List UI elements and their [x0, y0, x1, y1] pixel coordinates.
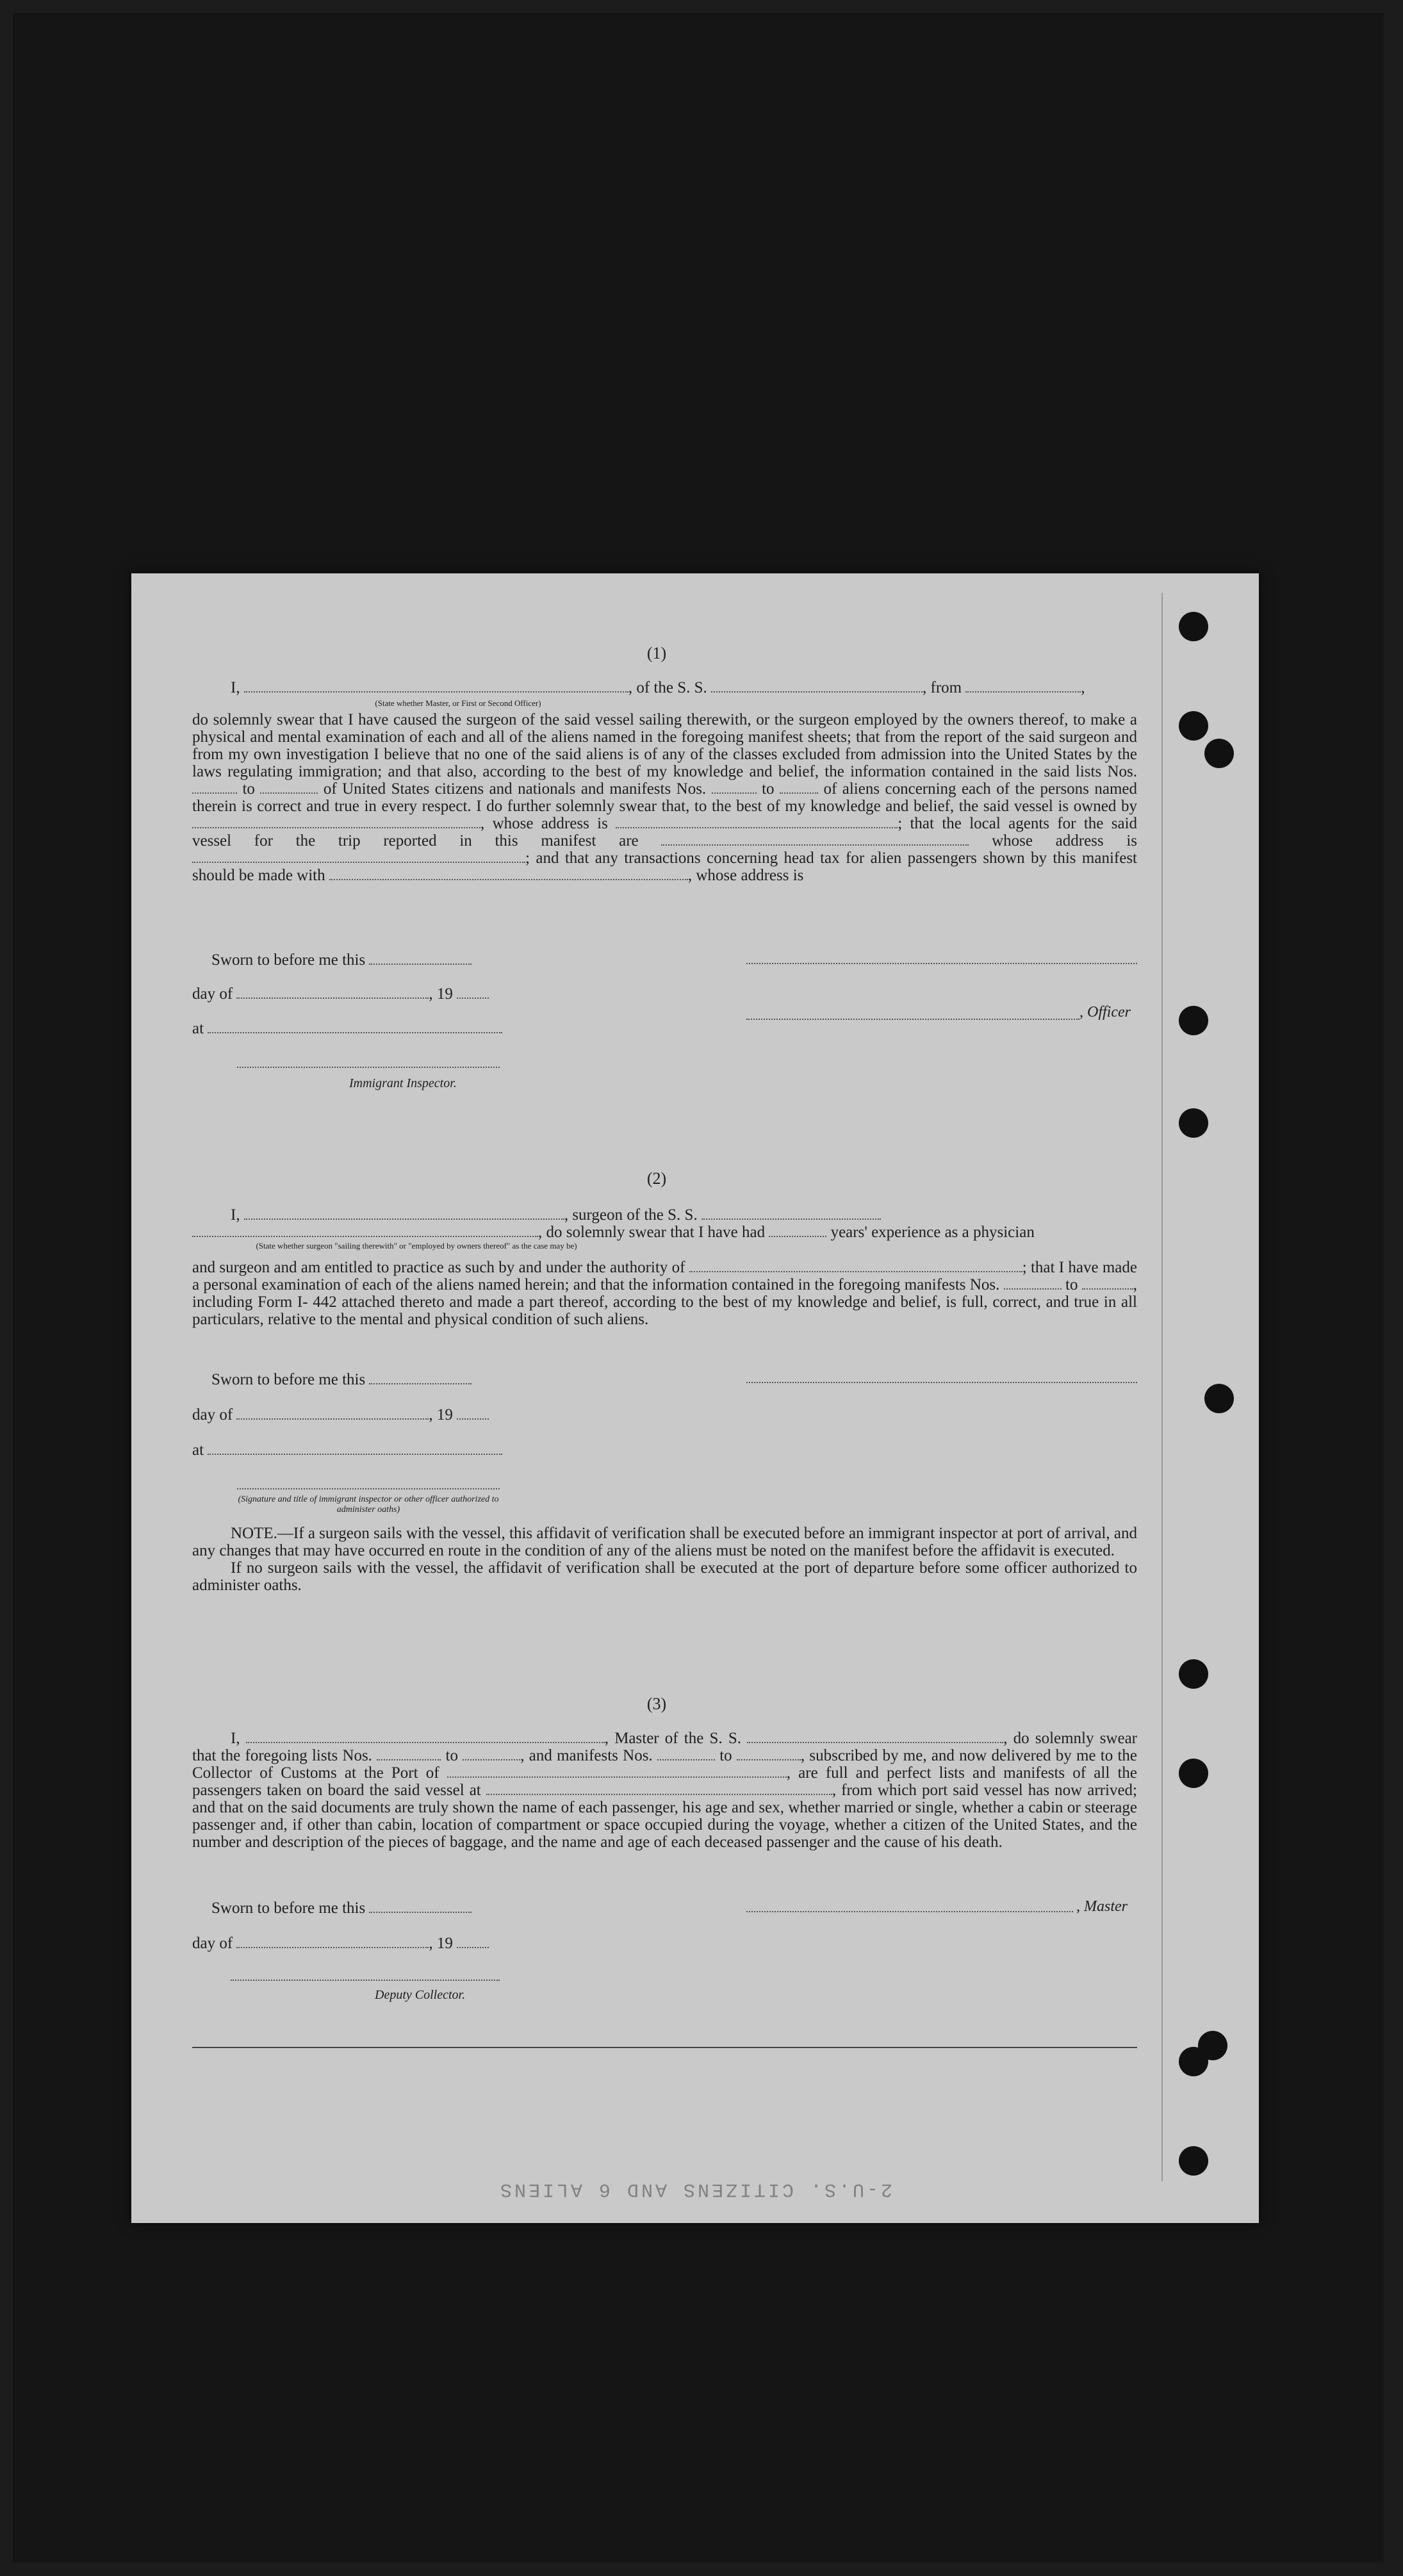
lists-from-field[interactable] [192, 781, 237, 794]
owner-address-field[interactable] [616, 816, 898, 828]
section-1-address-line[interactable] [746, 963, 1137, 964]
inspector-signature-line[interactable] [237, 1067, 500, 1068]
manifests-from-field[interactable] [712, 781, 757, 794]
master-signature-line[interactable] [746, 1911, 1073, 1912]
punch-hole [1179, 1006, 1208, 1035]
surgeon-signature-line[interactable] [746, 1382, 1137, 1383]
punch-hole [1179, 711, 1208, 741]
section-2-header-line: I, , surgeon of the S. S. [192, 1206, 1137, 1224]
lists-to-field[interactable] [260, 781, 318, 794]
surgeon-sworn-date-field[interactable] [369, 1372, 472, 1384]
mirrored-footer-text: 2-U.S. CITIZENS AND 6 ALIENS [497, 2178, 893, 2200]
punch-hole [1204, 739, 1234, 768]
surgeon-type-field[interactable] [192, 1224, 538, 1237]
bottom-rule [192, 2047, 1137, 2048]
punch-hole [1179, 1108, 1208, 1138]
master-lists-to-field[interactable] [463, 1748, 520, 1760]
authorized-officer-line[interactable] [237, 1488, 500, 1489]
section-2-at: at [192, 1441, 502, 1459]
section-3-number: (3) [646, 1694, 667, 1713]
collector-label: Deputy Collector. [375, 1988, 466, 2002]
year-field[interactable] [457, 986, 489, 999]
vessel-name-field[interactable] [711, 680, 923, 693]
punch-hole [1179, 1659, 1208, 1689]
section-1-sworn: Sworn to before me this [211, 951, 472, 969]
officer-caption: (State whether Master, or First or Second Officer) [375, 698, 541, 708]
surgeon-at-field[interactable] [208, 1442, 502, 1455]
officer-label: , Officer [1079, 1004, 1131, 1021]
local-agents-field[interactable] [661, 833, 969, 846]
section-1-number: (1) [646, 644, 667, 662]
master-name-field[interactable] [246, 1730, 605, 1743]
punch-hole [1204, 1384, 1234, 1413]
section-3-day: day of , 19 [192, 1935, 489, 1953]
port-field[interactable] [447, 1765, 787, 1778]
surgeon-day-field[interactable] [236, 1407, 429, 1420]
surgeon-vessel-field[interactable] [702, 1207, 881, 1220]
section-2-years-line: , do solemnly swear that I have had years' experience as a physician [192, 1224, 1137, 1241]
officer-signature-line[interactable] [746, 1019, 1079, 1020]
surgeon-manifest-from-field[interactable] [1004, 1277, 1062, 1290]
manifests-to-field[interactable] [780, 781, 818, 794]
master-sworn-date-field[interactable] [369, 1900, 472, 1913]
section-3-oath: I, , Master of the S. S. , do solemnly swear that the foregoing lists Nos. to , and manifests Nos. to , subscribed by me, and now delivered by me to the Collector of Customs at the Port of , are full and perfect lists and manifests of all the passengers taken on board the said vessel at , from which port said vessel has now arrived; and that on the said documents are truly shown the name of each passenger, his age and sex, whether married or single, whether a cabin or steerage passenger and, if other than cabin, location of compartment or space occupied during the voyage, whether a citizen of the United States, and the number and description of the pieces of baggage, and the name and age of each deceased passenger and the cause of his death. [192, 1730, 1138, 1851]
surgeon-name-field[interactable] [244, 1207, 564, 1220]
surgeon-year-field[interactable] [457, 1407, 489, 1420]
master-day-field[interactable] [236, 1935, 429, 1948]
master-year-field[interactable] [457, 1935, 489, 1948]
sworn-date-field[interactable] [369, 952, 472, 965]
section-3-sworn: Sworn to before me this [211, 1899, 472, 1917]
day-field[interactable] [236, 986, 429, 999]
master-lists-from-field[interactable] [377, 1748, 441, 1760]
officer-name-field[interactable] [244, 680, 628, 693]
inspector-label: Immigrant Inspector. [349, 1076, 457, 1090]
section-2-number: (2) [646, 1169, 667, 1188]
authorized-officer-caption: (Signature and title of immigrant inspector or other officer authorized to administer oaths) [238, 1495, 499, 1514]
manifest-page [131, 573, 1259, 2223]
master-label: , Master [1076, 1898, 1128, 1915]
section-1-at: at [192, 1020, 502, 1038]
section-2-oath: and surgeon and am entitled to practice as such by and under the authority of ; that I have made a personal examination of each of the aliens named herein; and that the information contained in the foregoing manifests Nos. to , including Form I- 442 attached thereto and made a part thereof, according to the best of my knowledge and belief, is full, correct, and true in all particulars, relative to the mental and physical condition of such aliens. [192, 1259, 1138, 1328]
from-port-field[interactable] [965, 680, 1081, 693]
head-tax-agent-field[interactable] [329, 867, 688, 880]
punch-hole [1179, 612, 1208, 641]
collector-signature-line[interactable] [231, 1980, 500, 1981]
section-2-note: NOTE.—If a surgeon sails with the vessel, this affidavit of verification shall be executed before an immigrant inspector at port of arrival, and any changes that may have occurred en route in the condition of any of the aliens must be noted on the manifest before the affidavit is executed. If no surgeon sails with the vessel, the affidavit of verification shall be executed at the port of departure before some officer authorized to administer oaths. [192, 1525, 1137, 1594]
punch-hole [1179, 2146, 1208, 2176]
master-manifests-to-field[interactable] [737, 1748, 801, 1760]
master-manifests-from-field[interactable] [657, 1748, 715, 1760]
section-2-day: day of , 19 [192, 1406, 489, 1424]
years-field[interactable] [769, 1224, 826, 1237]
section-2-sworn: Sworn to before me this [211, 1371, 472, 1389]
authority-field[interactable] [689, 1259, 1022, 1272]
surgeon-manifest-to-field[interactable] [1082, 1277, 1133, 1290]
embarkation-field[interactable] [486, 1782, 832, 1795]
section-1-oath: do solemnly swear that I have caused the surgeon of the said vessel sailing therewith, or the surgeon employed by the owners thereof, to make a physical and mental examination of each and all of the aliens named in the foregoing manifest sheets; that from the report of the said surgeon and from my own investigation I believe that no one of the said aliens is of any of the classes excluded from admission into the United States by the laws regulating immigration; and that also, according to the best of my knowledge and belief, the information contained in the said lists Nos. to of United States citizens and nationals and manifests Nos. to of aliens concerning each of the persons named therein is correct and true in every respect. I do further solemnly swear that, to the best of my knowledge and belief, the said vessel is owned by , whose address is ; that the local agents for the said vessel for the trip reported in this manifest are whose address is ; and that any transactions concerning head tax for alien passengers shown by this manifest should be made with , whose address is [192, 711, 1138, 884]
margin-rule [1161, 593, 1163, 2181]
at-place-field[interactable] [208, 1021, 502, 1033]
owner-field[interactable] [192, 816, 480, 828]
agents-address-field[interactable] [192, 850, 525, 863]
surgeon-caption: (State whether surgeon "sailing therewith" or "employed by owners thereof" as the case may be) [256, 1241, 577, 1251]
punch-hole [1179, 1759, 1208, 1788]
master-vessel-field[interactable] [747, 1730, 1003, 1743]
punch-hole [1179, 2047, 1208, 2076]
section-1-day: day of , 19 [192, 985, 489, 1003]
section-1-header-line: I, , of the S. S. , from , [231, 679, 1085, 696]
